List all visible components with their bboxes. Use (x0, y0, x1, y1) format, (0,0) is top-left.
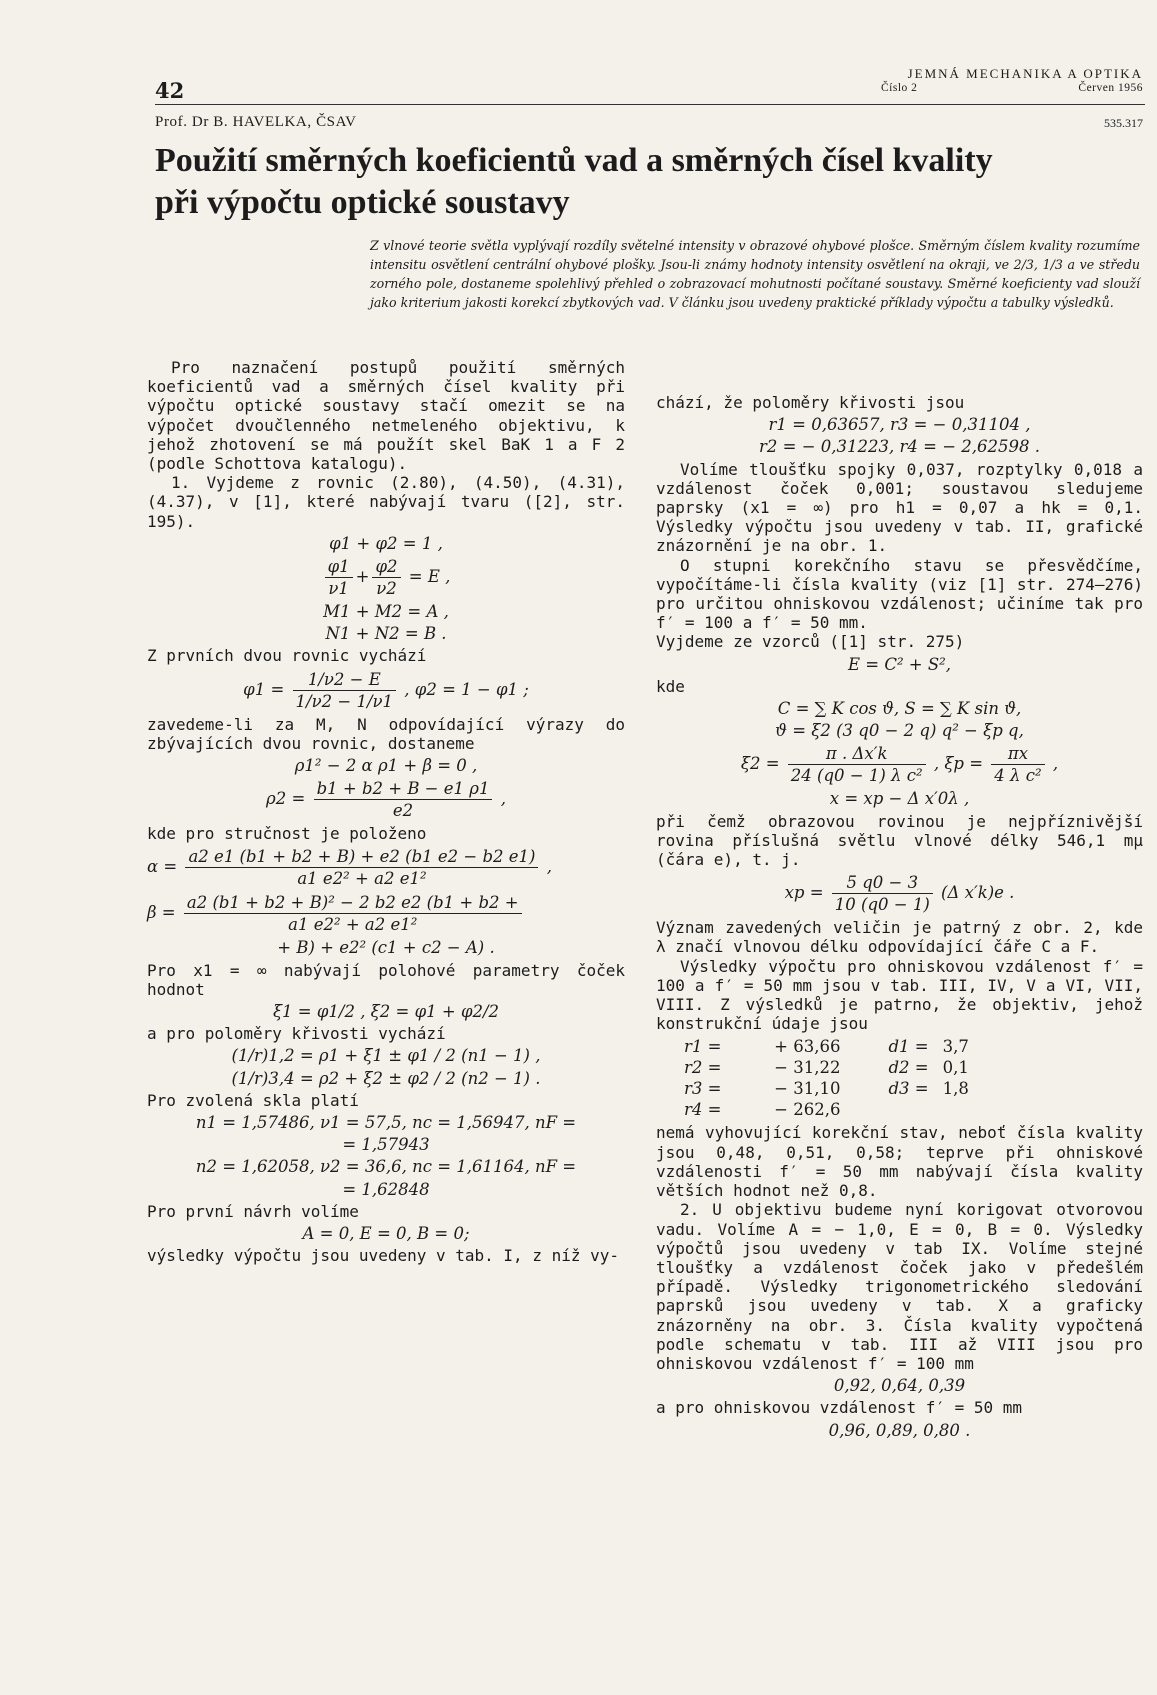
table-cell-d: d3 = (888, 1079, 929, 1099)
paragraph: kde pro stručnost je položeno (147, 824, 427, 844)
fraction (184, 892, 522, 935)
denominator: 24 (q0 − 1) λ c² (790, 766, 923, 786)
equation: 0,96, 0,89, 0,80 . (828, 1420, 971, 1440)
table-cell-d-value: 3,7 (942, 1037, 969, 1057)
paragraph: při čemž obrazovou rovinou je nejpříznivější rovina příslušná světlu vlnové délky 546,1 mμ (čára e), t. j. (656, 811, 1143, 870)
fraction (185, 846, 538, 889)
paragraph: a pro ohniskovou vzdálenost f′ = 50 mm (656, 1398, 1023, 1418)
paragraph: Pro první návrh volíme (147, 1201, 359, 1221)
equation: 0,92, 0,64, 0,39 (833, 1376, 966, 1396)
equation: r1 = 0,63657, r3 = − 0,31104 , (768, 415, 1031, 435)
author-line: Prof. Dr B. HAVELKA, ČSAV (155, 114, 357, 130)
paragraph: kde (656, 676, 685, 696)
paragraph: výsledky výpočtu jsou uvedeny v tab. I, z níž vy- (147, 1246, 620, 1266)
equation (656, 872, 1143, 915)
numerator: φ2 (372, 556, 400, 578)
table-row (678, 1037, 975, 1056)
equation-rhs: , φ2 = 1 − φ1 ; (404, 679, 529, 699)
equation (147, 778, 625, 821)
title-line-1: Použití směrných koeficientů vad a směrných čísel kvality (155, 142, 993, 179)
equation: ϑ = ξ2 (3 q0 − 2 q) q² − ξp q, (775, 721, 1024, 741)
paragraph: 2. U objektivu budeme nyní korigovat otvorovou vadu. Volíme A = − 1,0, E = 0, B = 0. Výsledky výpočtů jsou uvedeny v tab IX. Volíme stejné tloušťky a vzdálenost čoček jako v předešlém případě. Výsledky trigonometrického sledování paprsků jsou uvedeny v tab. X a graficky znázorněny na obr. 3. Čísla kvality vypočtená podle schematu v tab. III až VIII jsou pro ohniskovou vzdálenost f′ = 100 mm (656, 1200, 1143, 1373)
paragraph: Význam zavedených veličin je patrný z obr. 2, kde λ značí vlnovou délku odpovídající čáře C a F. (656, 918, 1143, 957)
equation-rhs: (Δ x′k)e . (941, 883, 1015, 903)
table-cell-r-value: − 31,10 (774, 1079, 841, 1099)
left-column (147, 358, 625, 1266)
title-line-2: při výpočtu optické soustavy (155, 184, 570, 221)
denominator: 1/ν2 − 1/ν1 (295, 691, 394, 711)
equation: = 1,62848 (342, 1179, 430, 1199)
paragraph: Pro naznačení postupů použití směrných koeficientů vad a směrných čísel kvality při výpočtu optické soustavy stačí omezit se na výpočet dvoučlenného netmeleného objektivu, k jehož zhotovení se má použít skel BaK 1 a F 2 (podle Schottova katalogu). (147, 358, 625, 474)
equation: M1 + M2 = A , (323, 602, 449, 622)
equation: + B) + e2² (c1 + c2 − A) . (277, 938, 495, 958)
numerator: 1/ν2 − E (293, 669, 397, 691)
paragraph: Pro zvolená skla platí (147, 1090, 359, 1110)
equation-lhs: α = (147, 857, 178, 877)
denominator: ν1 (328, 579, 349, 599)
equation-rhs: , (1052, 754, 1059, 774)
header-rule (155, 104, 1145, 105)
table-cell-d-value: 0,1 (942, 1058, 969, 1078)
equation-lhs: xp = (784, 883, 824, 903)
table-cell-r-value: − 262,6 (774, 1100, 841, 1120)
equation: ρ1² − 2 α ρ1 + β = 0 , (294, 756, 478, 776)
equation: r2 = − 0,31223, r4 = − 2,62598 . (759, 437, 1040, 457)
equation: N1 + N2 = B . (325, 624, 447, 644)
table-cell-r: r4 = (684, 1100, 722, 1120)
equation-lhs: ρ2 = (266, 789, 306, 809)
equation: C = ∑ K cos ϑ, S = ∑ K sin ϑ, (777, 699, 1022, 719)
table-cell-d: d1 = (888, 1037, 929, 1057)
paragraph: chází, že poloměry křivosti jsou (656, 393, 965, 412)
fraction (372, 556, 400, 599)
numerator: 5 q0 − 3 (832, 872, 933, 894)
right-column (656, 393, 1143, 1443)
lens-data-table (676, 1035, 977, 1121)
table-cell-r-value: + 63,66 (774, 1037, 841, 1057)
paragraph: Z prvních dvou rovnic vychází (147, 646, 427, 666)
equation-lhs: β = (147, 903, 176, 923)
numerator: a2 (b1 + b2 + B)² − 2 b2 e2 (b1 + b2 + (184, 892, 522, 914)
fraction (788, 743, 926, 786)
journal-date: Červen 1956 (1078, 82, 1143, 94)
fraction (325, 556, 353, 599)
fraction (832, 872, 933, 915)
equation: n2 = 1,62058, ν2 = 36,6, nc = 1,61164, nF = (195, 1157, 577, 1177)
page-number: 42 (155, 78, 185, 103)
denominator: ν2 (376, 579, 397, 599)
paragraph: O stupni korekčního stavu se přesvědčíme, vypočítáme-li čísla kvality (viz [1] str. 274—276) pro určitou ohniskovou vzdálenost; učiníme tak pro f′ = 100 a f′ = 50 mm. (656, 555, 1143, 633)
equation: x = xp − Δ x′0λ , (829, 789, 970, 809)
denominator: e2 (392, 801, 414, 821)
paragraph: a pro poloměry křivosti vychází (147, 1024, 446, 1044)
equation: A = 0, E = 0, B = 0; (302, 1224, 470, 1244)
journal-issue: Číslo 2 (881, 82, 918, 94)
equation: $\frac{\varphi 1}{\nu 1}$ + $\frac{\varphi 2}{\nu 2}$ = E , (147, 556, 625, 599)
table-cell-r: r1 = (684, 1037, 722, 1057)
article-title (155, 140, 1015, 224)
journal-issue-line (881, 82, 1143, 94)
numerator: a2 e1 (b1 + b2 + B) + e2 (b1 e2 − b2 e1) (185, 846, 538, 868)
table-cell-d: d2 = (888, 1058, 929, 1078)
paragraph: zavedeme-li za M, N odpovídající výrazy do zbývajících dvou rovnic, dostaneme (147, 714, 625, 753)
equation (656, 743, 1143, 786)
equation-rhs: , (500, 789, 506, 809)
numerator: πx (991, 743, 1044, 765)
equation (147, 669, 625, 712)
equation: E = C² + S², (847, 654, 952, 674)
equation: = 1,57943 (342, 1135, 430, 1155)
equation: φ1 + φ2 = 1 , (329, 533, 443, 553)
numerator: π . Δx′k (788, 743, 926, 765)
table-cell-r-value: − 31,22 (774, 1058, 841, 1078)
denominator: a1 e2² + a2 e1² (297, 869, 427, 889)
paragraph: 1. Vyjdeme z rovnic (2.80), (4.50), (4.31), (4.37), v [1], které nabývají tvaru ([2], str. 195). (147, 473, 625, 531)
table-row (678, 1100, 975, 1119)
paragraph: nemá vyhovující korekční stav, neboť čísla kvality jsou 0,48, 0,51, 0,58; teprve při ohniskové vzdálenosti f′ = 50 mm nabývají čísla kvality větších hodnot než 0,8. (656, 1123, 1143, 1201)
equation-lhs: ξ2 = (740, 754, 780, 774)
journal-name: JEMNÁ MECHANIKA A OPTIKA (907, 66, 1143, 81)
equation: (1/r)3,4 = ρ2 + ξ2 ± φ2 / 2 (n2 − 1) . (231, 1068, 541, 1088)
abstract: Z vlnové teorie světla vyplývají rozdíly světelné intensity v obrazové ohybové plošce. Směrným číslem kvality rozumíme intensitu osvětlení centrální ohybové plošky. Jsou-li známy hodnoty intensity osvětlení na okraji, ve 2/3, 1/3 a ve středu zorného pole, dostaneme spolehlivý přehled o zobrazovací mohutnosti počítané soustavy. Směrné koeficienty vad slouží jako kriterium jakosti korekcí zbytkových vad. V článku jsou uvedeny praktické příklady výpočtu a tabulky výsledků. (370, 238, 1140, 310)
equation: n1 = 1,57486, ν1 = 57,5, nc = 1,56947, nF = (195, 1113, 577, 1133)
equation-mid: , ξp = (933, 754, 984, 774)
equation (147, 846, 625, 889)
denominator: 4 λ c² (994, 766, 1042, 786)
table-cell-d-value: 1,8 (942, 1079, 969, 1099)
equation-rhs: , (546, 857, 552, 877)
table-cell-r: r3 = (684, 1079, 722, 1099)
equation-lhs: φ1 = (243, 679, 285, 699)
numerator: b1 + b2 + B − e1 ρ1 (314, 778, 493, 800)
equation (147, 892, 625, 935)
table-cell-r: r2 = (684, 1058, 722, 1078)
denominator: 10 (q0 − 1) (834, 895, 930, 915)
equation: (1/r)1,2 = ρ1 + ξ1 ± φ1 / 2 (n1 − 1) , (231, 1046, 541, 1066)
paragraph: Výsledky výpočtu pro ohniskovou vzdálenost f′ = 100 a f′ = 50 mm jsou v tab. III, IV, V a VI, VII, VIII. Z výsledků je patrno, že objektiv, jehož konstrukční údaje jsou (656, 956, 1143, 1034)
fraction (991, 743, 1044, 786)
fraction (293, 669, 397, 712)
denominator: a1 e2² + a2 e1² (288, 915, 418, 935)
paragraph: Vyjdeme ze vzorců ([1] str. 275) (656, 632, 965, 652)
table-cell-d (882, 1100, 934, 1119)
table-row (678, 1058, 975, 1077)
fraction (314, 778, 493, 821)
udc-code: 535.317 (1104, 116, 1143, 130)
table-row (678, 1079, 975, 1098)
table-cell-d-value (937, 1100, 975, 1119)
equation: ξ1 = φ1/2 , ξ2 = φ1 + φ2/2 (272, 1002, 500, 1022)
equation-rest: = E , (408, 567, 451, 587)
journal-header (881, 66, 1143, 94)
numerator: φ1 (325, 556, 353, 578)
paragraph: Pro x1 = ∞ nabývají polohové parametry čoček hodnot (147, 960, 625, 999)
paragraph: Volíme tloušťku spojky 0,037, rozptylky 0,018 a vzdálenost čoček 0,001; soustavou sledujeme paprsky (x1 = ∞) pro h1 = 0,07 a hk = 0,1. Výsledky výpočtu jsou uvedeny v tab. II, grafické znázornění je na obr. 1. (656, 459, 1143, 556)
